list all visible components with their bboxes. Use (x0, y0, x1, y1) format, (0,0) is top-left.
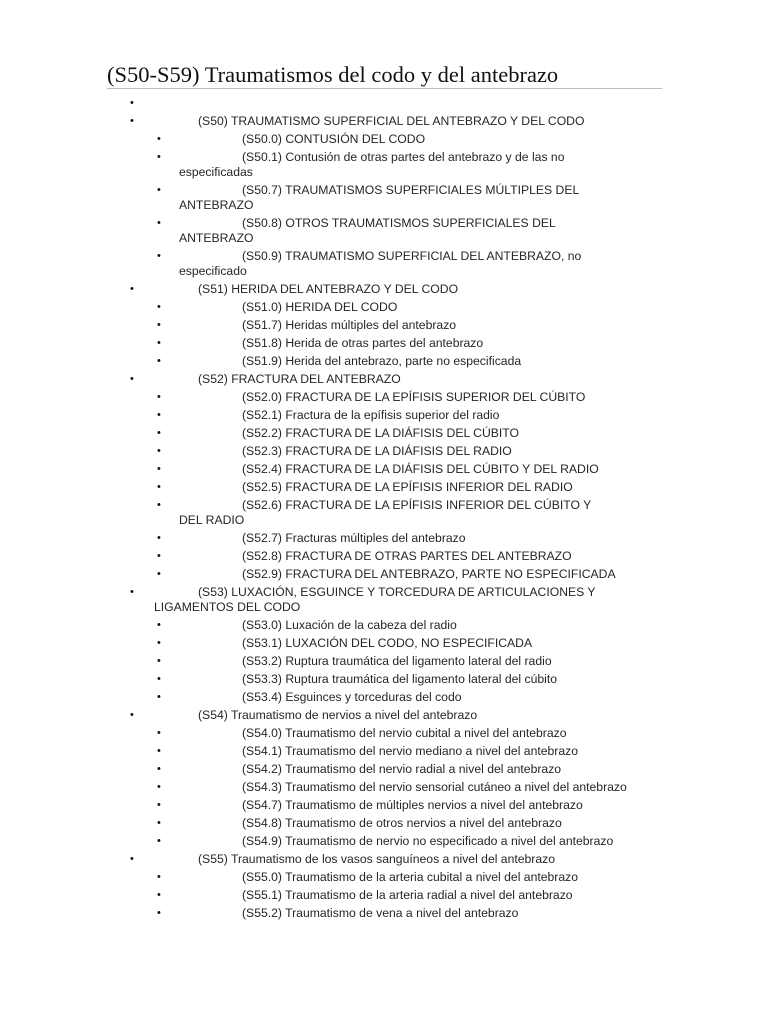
code-item: (S52.1) Fractura de la epífisis superior del radio (242, 408, 500, 422)
code-item: (S51.8) Herida de otras partes del antebrazo (242, 336, 484, 350)
title-divider (107, 88, 662, 89)
code-bullet: • (157, 637, 161, 649)
code-item: (S51.9) Herida del antebrazo, parte no especificada (242, 354, 522, 368)
code-bullet: • (157, 691, 161, 703)
code-bullet: • (157, 391, 161, 403)
section-heading: (S52) FRACTURA DEL ANTEBRAZO (198, 372, 401, 386)
code-bullet: • (157, 835, 161, 847)
code-item: (S55.2) Traumatismo de vena a nivel del antebrazo (242, 906, 519, 920)
section-bullet: • (130, 283, 134, 295)
code-item: (S52.6) FRACTURA DE LA EPÍFISIS INFERIOR DEL CÚBITO Y (242, 498, 592, 512)
section-heading-continuation: LIGAMENTOS DEL CODO (154, 600, 301, 614)
code-bullet: • (157, 727, 161, 739)
code-bullet: • (157, 889, 161, 901)
code-bullet: • (157, 817, 161, 829)
code-bullet: • (157, 301, 161, 313)
code-item: (S54.2) Traumatismo del nervio radial a nivel del antebrazo (242, 762, 562, 776)
code-item: (S54.8) Traumatismo de otros nervios a nivel del antebrazo (242, 816, 562, 830)
code-item: (S53.2) Ruptura traumática del ligamento lateral del radio (242, 654, 552, 668)
code-item-continuation: ANTEBRAZO (179, 198, 254, 212)
code-item: (S52.8) FRACTURA DE OTRAS PARTES DEL ANTEBRAZO (242, 549, 572, 563)
code-item: (S51.0) HERIDA DEL CODO (242, 300, 398, 314)
code-item: (S52.2) FRACTURA DE LA DIÁFISIS DEL CÚBITO (242, 426, 519, 440)
code-item: (S54.3) Traumatismo del nervio sensorial cutáneo a nivel del antebrazo (242, 780, 627, 794)
code-bullet: • (157, 445, 161, 457)
code-item: (S51.7) Heridas múltiples del antebrazo (242, 318, 457, 332)
code-bullet: • (157, 763, 161, 775)
code-item: (S52.7) Fracturas múltiples del antebrazo (242, 531, 466, 545)
code-bullet: • (157, 568, 161, 580)
code-bullet: • (157, 745, 161, 757)
code-item: (S53.3) Ruptura traumática del ligamento lateral del cúbito (242, 672, 558, 686)
code-bullet: • (157, 427, 161, 439)
code-item: (S53.0) Luxación de la cabeza del radio (242, 618, 457, 632)
code-item: (S52.4) FRACTURA DE LA DIÁFISIS DEL CÚBITO Y DEL RADIO (242, 462, 599, 476)
section-bullet: • (130, 115, 134, 127)
code-bullet: • (157, 907, 161, 919)
section-bullet: • (130, 709, 134, 721)
code-bullet: • (157, 151, 161, 163)
section-heading: (S50) TRAUMATISMO SUPERFICIAL DEL ANTEBRAZO Y DEL CODO (198, 114, 585, 128)
code-bullet: • (157, 799, 161, 811)
code-item-continuation: DEL RADIO (179, 513, 245, 527)
code-bullet: • (157, 481, 161, 493)
code-bullet: • (157, 409, 161, 421)
code-item: (S54.7) Traumatismo de múltiples nervios a nivel del antebrazo (242, 798, 583, 812)
code-bullet: • (157, 673, 161, 685)
code-item: (S55.0) Traumatismo de la arteria cubital a nivel del antebrazo (242, 870, 579, 884)
code-bullet: • (157, 337, 161, 349)
code-bullet: • (157, 871, 161, 883)
code-item: (S50.8) OTROS TRAUMATISMOS SUPERFICIALES DEL (242, 216, 556, 230)
code-item: (S55.1) Traumatismo de la arteria radial a nivel del antebrazo (242, 888, 573, 902)
code-item-continuation: ANTEBRAZO (179, 231, 254, 245)
code-bullet: • (157, 133, 161, 145)
code-bullet: • (157, 619, 161, 631)
code-item: (S50.0) CONTUSIÓN DEL CODO (242, 132, 426, 146)
code-item: (S50.7) TRAUMATISMOS SUPERFICIALES MÚLTIPLES DEL (242, 183, 580, 197)
section-heading: (S54) Traumatismo de nervios a nivel del antebrazo (198, 708, 478, 722)
section-heading: (S51) HERIDA DEL ANTEBRAZO Y DEL CODO (198, 282, 459, 296)
page-title: (S50-S59) Traumatismos del codo y del antebrazo (107, 62, 559, 87)
code-bullet: • (157, 655, 161, 667)
code-bullet: • (157, 463, 161, 475)
section-bullet: • (130, 853, 134, 865)
code-item: (S52.3) FRACTURA DE LA DIÁFISIS DEL RADIO (242, 444, 512, 458)
code-item: (S50.9) TRAUMATISMO SUPERFICIAL DEL ANTEBRAZO, no (242, 249, 582, 263)
code-item: (S50.1) Contusión de otras partes del antebrazo y de las no (242, 150, 565, 164)
section-bullet: • (130, 97, 134, 109)
code-item: (S52.0) FRACTURA DE LA EPÍFISIS SUPERIOR DEL CÚBITO (242, 390, 586, 404)
code-bullet: • (157, 355, 161, 367)
code-item-continuation: especificado (179, 264, 247, 278)
code-bullet: • (157, 217, 161, 229)
code-bullet: • (157, 550, 161, 562)
code-item: (S54.9) Traumatismo de nervio no especificado a nivel del antebrazo (242, 834, 614, 848)
code-item: (S52.5) FRACTURA DE LA EPÍFISIS INFERIOR DEL RADIO (242, 480, 573, 494)
section-heading: (S55) Traumatismo de los vasos sanguíneos a nivel del antebrazo (198, 852, 556, 866)
section-bullet: • (130, 586, 134, 598)
code-item: (S53.1) LUXACIÓN DEL CODO, NO ESPECIFICADA (242, 636, 533, 650)
code-item-continuation: especificadas (179, 165, 253, 179)
code-item: (S52.9) FRACTURA DEL ANTEBRAZO, PARTE NO ESPECIFICADA (242, 567, 616, 581)
code-item: (S54.1) Traumatismo del nervio mediano a nivel del antebrazo (242, 744, 579, 758)
code-bullet: • (157, 499, 161, 511)
code-bullet: • (157, 781, 161, 793)
code-item: (S54.0) Traumatismo del nervio cubital a nivel del antebrazo (242, 726, 567, 740)
section-bullet: • (130, 373, 134, 385)
code-bullet: • (157, 184, 161, 196)
code-bullet: • (157, 250, 161, 262)
section-heading: (S53) LUXACIÓN, ESGUINCE Y TORCEDURA DE ARTICULACIONES Y (198, 585, 596, 599)
code-item: (S53.4) Esguinces y torceduras del codo (242, 690, 462, 704)
code-bullet: • (157, 532, 161, 544)
code-bullet: • (157, 319, 161, 331)
